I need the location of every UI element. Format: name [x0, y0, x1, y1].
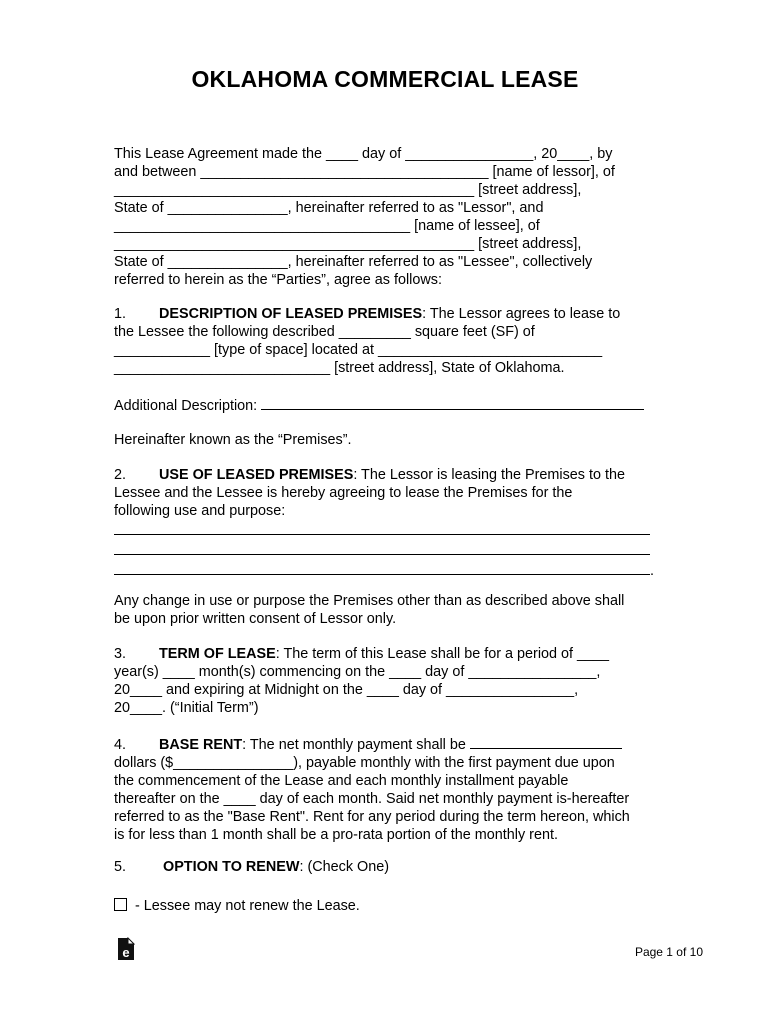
- section-text: the commencement of the Lease and each monthly installment payable: [114, 773, 569, 789]
- section-text: ____________ [type of space] located at ____________________________: [114, 342, 603, 358]
- change-text: Any change in use or purpose the Premises other than as described above shall: [114, 593, 625, 609]
- intro-line: This Lease Agreement made the ____ day of ________________, 20____, by: [114, 146, 613, 162]
- section-text: referred to as the "Base Rent". Rent for any period during the term hereon, which: [114, 809, 630, 825]
- premises-known-text: Hereinafter known as the “Premises”.: [114, 432, 352, 448]
- section-text: year(s) ____ month(s) commencing on the ____ day of ________________,: [114, 664, 601, 680]
- use-purpose-field-2[interactable]: [114, 540, 650, 555]
- document-title: OKLAHOMA COMMERCIAL LEASE: [191, 66, 579, 92]
- section-base-rent: [114, 734, 674, 844]
- section-use-of-premises: [114, 466, 674, 580]
- section-text: the Lessee the following described _________ square feet (SF) of: [114, 324, 535, 340]
- section-description-of-premises: [114, 305, 674, 377]
- section-number: 2.: [114, 467, 127, 483]
- section-number: 5.: [114, 859, 127, 875]
- section-text: : The Lessor is leasing the Premises to the: [353, 467, 626, 483]
- section-heading: USE OF LEASED PREMISES: [159, 467, 354, 483]
- section-term-of-lease: [114, 645, 674, 717]
- section-text: dollars ($_______________), payable monthly with the first payment due upon: [114, 755, 615, 771]
- section-text: : The net monthly payment shall be: [242, 737, 470, 753]
- additional-description-field[interactable]: [261, 395, 644, 410]
- section-text: : (Check One): [299, 859, 390, 875]
- intro-line: _____________________________________________ [street address],: [114, 182, 582, 198]
- use-purpose-field-1[interactable]: [114, 520, 650, 535]
- section-text: ___________________________ [street address], State of Oklahoma.: [114, 360, 565, 376]
- section-text: is for less than 1 month shall be a pro-rata portion of the monthly rent.: [114, 827, 558, 843]
- change-of-use-paragraph: [114, 592, 674, 628]
- section-text: thereafter on the ____ day of each month. Said net monthly payment is-hereafter: [114, 791, 630, 807]
- section-number: 1.: [114, 306, 127, 322]
- intro-line: State of _______________, hereinafter referred to as "Lessor", and: [114, 200, 544, 216]
- section-number: 3.: [114, 646, 127, 662]
- intro-paragraph: [114, 145, 674, 289]
- additional-description: [114, 395, 674, 415]
- intro-line: State of _______________, hereinafter referred to as "Lessee", collectively: [114, 254, 593, 270]
- section-text: 20____ and expiring at Midnight on the ____ day of ________________,: [114, 682, 579, 698]
- section-number: 4.: [114, 737, 127, 753]
- change-text: be upon prior written consent of Lessor only.: [114, 611, 397, 627]
- svg-text:e: e: [122, 945, 130, 960]
- renew-option-1: [114, 897, 674, 915]
- section-text: : The Lessor agrees to lease to: [422, 306, 621, 322]
- intro-line: _____________________________________________ [street address],: [114, 236, 582, 252]
- checkbox-icon[interactable]: [114, 898, 127, 911]
- period-mark: .: [650, 563, 654, 579]
- section-heading: TERM OF LEASE: [159, 646, 276, 662]
- renew-option-label: - Lessee may not renew the Lease.: [131, 898, 360, 914]
- additional-description-label: Additional Description:: [114, 398, 258, 414]
- section-text: 20____. (“Initial Term”): [114, 700, 259, 716]
- eforms-logo-icon: [117, 937, 135, 961]
- section-text: following use and purpose:: [114, 503, 286, 519]
- section-option-to-renew: [114, 858, 674, 876]
- section-heading: OPTION TO RENEW: [163, 859, 300, 875]
- premises-known-paragraph: [114, 431, 674, 449]
- intro-line: _____________________________________ [name of lessee], of: [114, 218, 540, 234]
- section-text: : The term of this Lease shall be for a period of ____: [275, 646, 610, 662]
- intro-line: and between ____________________________________ [name of lessor], of: [114, 164, 615, 180]
- section-heading: BASE RENT: [159, 737, 243, 753]
- intro-line: referred to herein as the “Parties”, agree as follows:: [114, 272, 442, 288]
- use-purpose-field-3[interactable]: [114, 560, 650, 575]
- section-heading: DESCRIPTION OF LEASED PREMISES: [159, 306, 423, 322]
- page-number: Page 1 of 10: [634, 945, 703, 959]
- section-text: Lessee and the Lessee is hereby agreeing to lease the Premises for the: [114, 485, 573, 501]
- base-rent-amount-field[interactable]: [470, 734, 622, 749]
